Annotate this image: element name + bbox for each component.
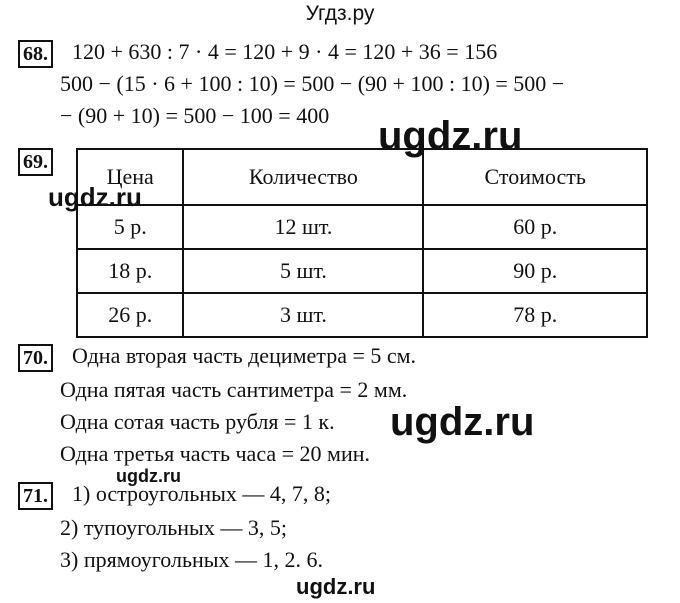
table-cell: 5 р. — [77, 205, 183, 249]
task-70-line-1: Одна вторая часть дециметра = 5 см. — [72, 343, 417, 368]
table-cell: 90 р. — [423, 249, 647, 293]
task-68-number: 68. — [18, 40, 53, 68]
table-row — [77, 205, 647, 249]
table-header-cell: Стоимость — [423, 149, 647, 205]
table-row — [77, 293, 647, 337]
task-70-number: 70. — [18, 344, 53, 372]
watermark: ugdz.ru — [116, 466, 181, 486]
table-cell: 3 шт. — [183, 293, 423, 337]
task-69-number: 69. — [18, 148, 53, 176]
table-header-cell: Количество — [183, 149, 423, 205]
table-cell: 5 шт. — [183, 249, 423, 293]
table-cell: 12 шт. — [183, 205, 423, 249]
task-71-line-1: 1) остроугольных — 4, 7, 8; — [72, 481, 332, 506]
task-68-line-2: 500 − (15 · 6 + 100 : 10) = 500 − (90 + 100 : 10) = 500 − — [60, 71, 565, 96]
task-70-line-2: Одна пятая часть сантиметра = 2 мм. — [60, 377, 408, 402]
table-cell: 18 р. — [77, 249, 183, 293]
watermark: ugdz.ru — [378, 114, 523, 158]
task-70-line-4: Одна третья часть часа = 20 мин. — [60, 441, 370, 466]
task-70-line-3: Одна сотая часть рубля = 1 к. — [60, 409, 335, 434]
table-cell: 26 р. — [77, 293, 183, 337]
table-cell: 78 р. — [423, 293, 647, 337]
table-row — [77, 249, 647, 293]
site-header: Угдз.ру — [305, 2, 375, 25]
task-68-line-1: 120 + 630 : 7 · 4 = 120 + 9 · 4 = 120 + 36 = 156 — [72, 39, 498, 64]
task-71-line-2: 2) тупоугольных — 3, 5; — [60, 515, 287, 540]
task-71-line-3: 3) прямоугольных — 1, 2. 6. — [60, 547, 324, 572]
task-68-line-3: − (90 + 10) = 500 − 100 = 400 — [60, 103, 330, 128]
watermark: ugdz.ru — [296, 574, 376, 599]
table-header-cell: Цена — [77, 149, 183, 205]
task-71-number: 71. — [18, 482, 53, 510]
watermark: ugdz.ru — [48, 182, 142, 212]
watermark: ugdz.ru — [390, 400, 535, 444]
table-cell: 60 р. — [423, 205, 647, 249]
table-header-row — [77, 149, 647, 205]
price-table — [76, 148, 648, 338]
